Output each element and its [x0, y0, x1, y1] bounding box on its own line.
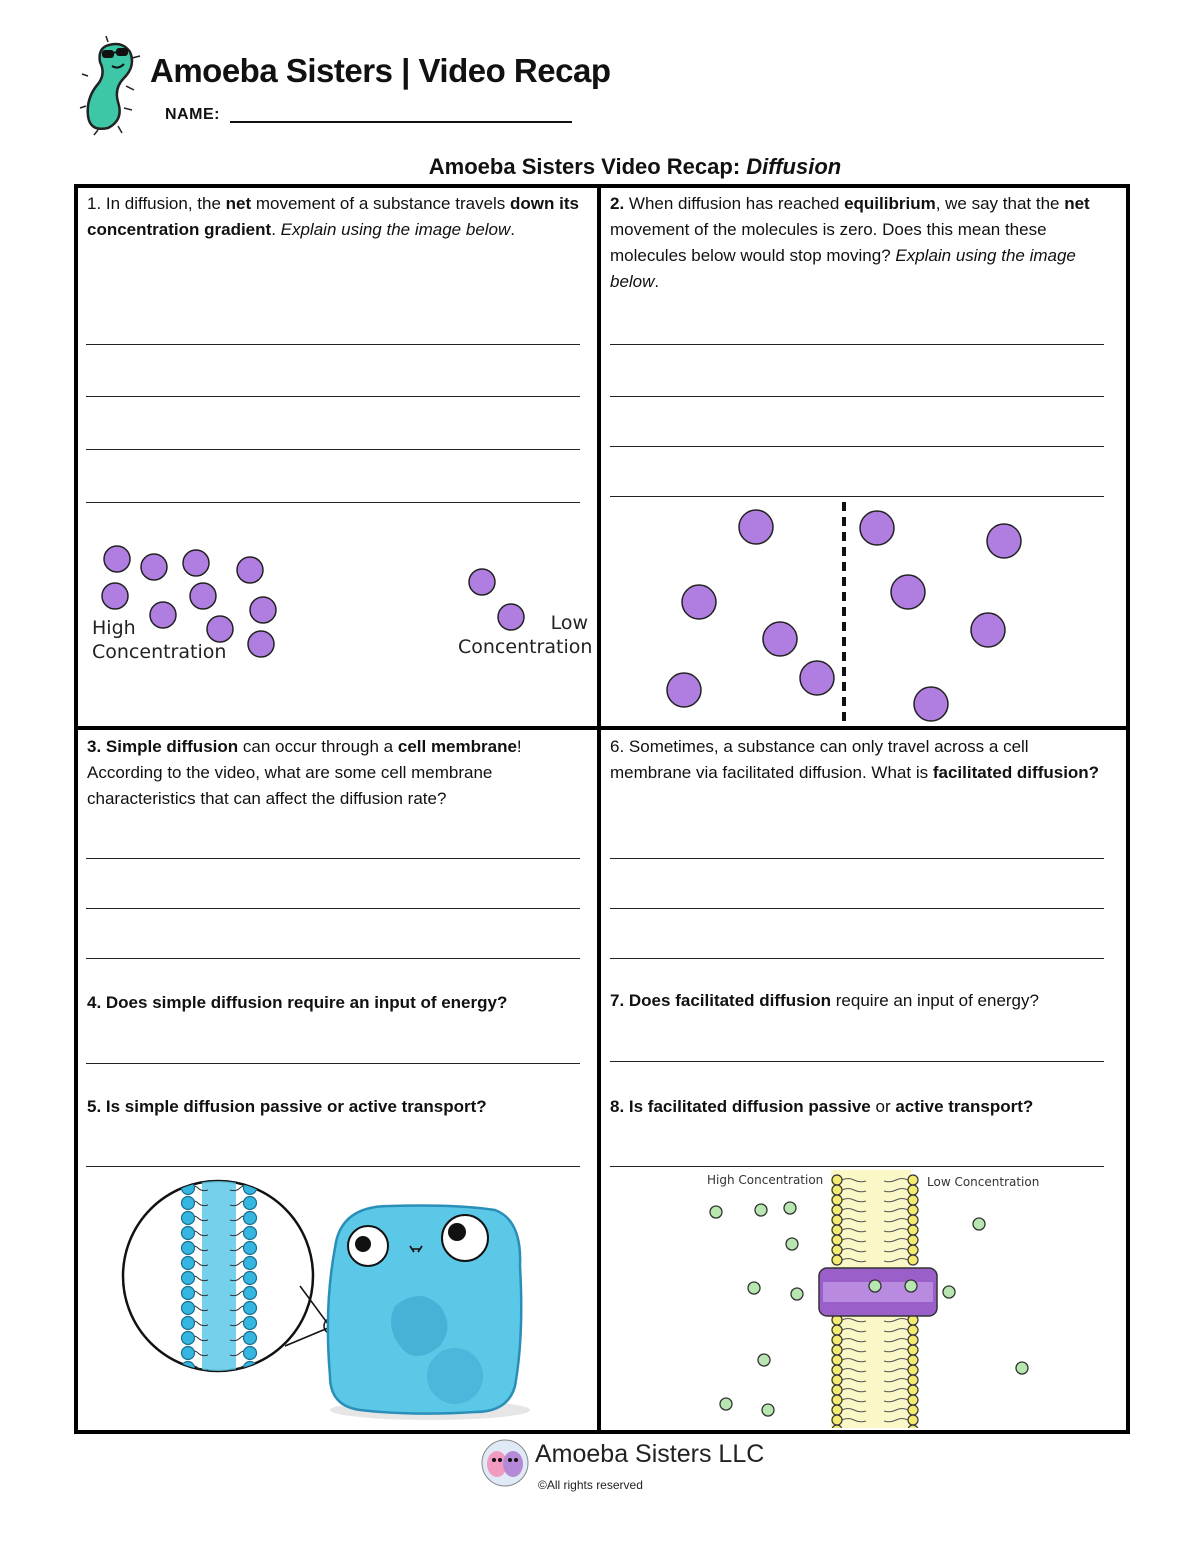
phospholipid-head: [832, 1335, 842, 1345]
phospholipid-head: [908, 1335, 918, 1345]
answer-line[interactable]: [610, 958, 1104, 959]
label-high-concentration: High Concentration: [92, 617, 227, 663]
phospholipid-head: [832, 1255, 842, 1265]
phospholipid-head: [908, 1355, 918, 1365]
answer-line[interactable]: [86, 344, 580, 345]
molecule: [791, 1288, 803, 1300]
phospholipid-head: [908, 1245, 918, 1255]
phospholipid-head: [182, 1272, 195, 1285]
phospholipid-head: [832, 1245, 842, 1255]
phospholipid-head: [908, 1375, 918, 1385]
molecule: [102, 583, 128, 609]
molecule: [987, 524, 1021, 558]
molecule: [905, 1280, 917, 1292]
molecule: [869, 1280, 881, 1292]
molecule: [104, 546, 130, 572]
phospholipid-head: [182, 1257, 195, 1270]
name-label: NAME:: [165, 106, 220, 123]
phospholipid-head: [908, 1345, 918, 1355]
phospholipid-head: [908, 1225, 918, 1235]
amoeba-eye: [442, 1215, 488, 1261]
phospholipid-head: [832, 1345, 842, 1355]
label-low-concentration: Low Concentration: [458, 612, 593, 658]
phospholipid-head: [244, 1212, 257, 1225]
phospholipid-head: [244, 1257, 257, 1270]
answer-line[interactable]: [610, 446, 1104, 447]
answer-line[interactable]: [86, 908, 580, 909]
answer-line[interactable]: [86, 858, 580, 859]
molecule: [758, 1354, 770, 1366]
phospholipid-head: [908, 1395, 918, 1405]
phospholipid-head: [908, 1185, 918, 1195]
question-6: 6. Sometimes, a substance can only travel across a cell membrane via facilitated diffusion. What is facilitated diffusion?: [610, 737, 1100, 782]
molecule: [971, 613, 1005, 647]
molecule: [973, 1218, 985, 1230]
phospholipid-head: [182, 1317, 195, 1330]
label-high-concentration: High Concentration: [707, 1173, 824, 1187]
question-4: 4. Does simple diffusion require an input of energy?: [87, 993, 508, 1012]
phospholipid-head: [908, 1415, 918, 1425]
document-title: Amoeba Sisters Video Recap: Diffusion: [428, 154, 842, 179]
phospholipid-head: [832, 1385, 842, 1395]
question-8: 8. Is facilitated diffusion passive or active transport?: [610, 1097, 1034, 1116]
phospholipid-head: [908, 1405, 918, 1415]
phospholipid-head: [832, 1395, 842, 1405]
phospholipid-head: [244, 1302, 257, 1315]
answer-line[interactable]: [610, 908, 1104, 909]
answer-line[interactable]: [86, 958, 580, 959]
phospholipid-head: [182, 1242, 195, 1255]
question-5: 5. Is simple diffusion passive or active transport?: [87, 1097, 487, 1116]
molecule: [762, 1404, 774, 1416]
molecule: [891, 575, 925, 609]
molecule: [739, 510, 773, 544]
phospholipid-head: [832, 1225, 842, 1235]
phospholipid-head: [244, 1272, 257, 1285]
phospholipid-head: [182, 1347, 195, 1360]
answer-line[interactable]: [86, 449, 580, 450]
phospholipid-head: [244, 1197, 257, 1210]
phospholipid-head: [908, 1175, 918, 1185]
phospholipid-head: [832, 1185, 842, 1195]
phospholipid-head: [832, 1365, 842, 1375]
grid-divider-horizontal: [74, 726, 1130, 730]
phospholipid-head: [908, 1325, 918, 1335]
phospholipid-head: [832, 1205, 842, 1215]
molecule: [710, 1206, 722, 1218]
amoeba-mascot-icon: [78, 36, 148, 136]
molecule: [784, 1202, 796, 1214]
answer-line[interactable]: [610, 858, 1104, 859]
phospholipid-head: [182, 1227, 195, 1240]
molecule: [248, 631, 274, 657]
facilitated-diffusion-illustration: [601, 1170, 1121, 1428]
molecule: [237, 557, 263, 583]
label-low-concentration: Low Concentration: [927, 1175, 1040, 1189]
molecule: [755, 1204, 767, 1216]
answer-line[interactable]: [610, 1166, 1104, 1167]
molecule: [914, 687, 948, 721]
equilibrium-illustration: [601, 498, 1121, 726]
molecule: [183, 550, 209, 576]
answer-line[interactable]: [86, 502, 580, 503]
molecule: [748, 1282, 760, 1294]
molecule: [943, 1286, 955, 1298]
name-input-line[interactable]: [230, 121, 572, 123]
phospholipid-head: [182, 1197, 195, 1210]
phospholipid-head: [908, 1205, 918, 1215]
question-1: 1. In diffusion, the net movement of a substance travels down its concentration gradient. Explain using the image below.: [87, 194, 579, 239]
phospholipid-head: [182, 1332, 195, 1345]
answer-line[interactable]: [610, 396, 1104, 397]
molecule: [720, 1398, 732, 1410]
phospholipid-head: [832, 1415, 842, 1425]
answer-line[interactable]: [86, 396, 580, 397]
answer-line[interactable]: [86, 1166, 580, 1167]
company-logo-icon: [480, 1438, 530, 1488]
molecule: [469, 569, 495, 595]
phospholipid-head: [182, 1302, 195, 1315]
question-3: 3. Simple diffusion can occur through a cell membrane! According to the video, what are some cell membrane characteristics that can affect the diffusion rate?: [87, 737, 522, 808]
phospholipid-head: [832, 1175, 842, 1185]
molecule: [800, 661, 834, 695]
phospholipid-head: [244, 1317, 257, 1330]
phospholipid-head: [832, 1195, 842, 1205]
molecule: [786, 1238, 798, 1250]
phospholipid-head: [908, 1195, 918, 1205]
answer-line[interactable]: [610, 344, 1104, 345]
molecule: [1016, 1362, 1028, 1374]
phospholipid-head: [908, 1385, 918, 1395]
cell-membrane-illustration: [110, 1176, 590, 1426]
answer-line[interactable]: [86, 1063, 580, 1064]
copyright-notice: ©All rights reserved: [538, 1478, 643, 1492]
molecule: [667, 673, 701, 707]
company-name: Amoeba Sisters LLC: [535, 1440, 765, 1468]
answer-line[interactable]: [610, 1061, 1104, 1062]
answer-line[interactable]: [610, 496, 1104, 497]
molecule: [190, 583, 216, 609]
phospholipid-head: [908, 1255, 918, 1265]
molecule: [141, 554, 167, 580]
molecule: [682, 585, 716, 619]
brand-title: Amoeba Sisters | Video Recap: [150, 52, 611, 89]
phospholipid-head: [244, 1287, 257, 1300]
phospholipid-head: [908, 1235, 918, 1245]
document-topic: Diffusion: [746, 154, 842, 179]
molecule: [763, 622, 797, 656]
molecule: [860, 511, 894, 545]
phospholipid-head: [182, 1212, 195, 1225]
molecule: [250, 597, 276, 623]
phospholipid-head: [832, 1235, 842, 1245]
question-7: 7. Does facilitated diffusion require an input of energy?: [610, 991, 1039, 1010]
phospholipid-head: [244, 1242, 257, 1255]
phospholipid-head: [832, 1325, 842, 1335]
phospholipid-head: [908, 1215, 918, 1225]
phospholipid-head: [244, 1347, 257, 1360]
phospholipid-head: [832, 1375, 842, 1385]
phospholipid-head: [832, 1405, 842, 1415]
question-2: 2. When diffusion has reached equilibrium, we say that the net movement of the molecules is zero. Does this mean these molecules below would stop moving? Explain using the image below.: [610, 194, 1090, 291]
phospholipid-head: [908, 1365, 918, 1375]
phospholipid-head: [244, 1332, 257, 1345]
phospholipid-head: [182, 1287, 195, 1300]
phospholipid-head: [832, 1215, 842, 1225]
phospholipid-head: [244, 1227, 257, 1240]
phospholipid-head: [832, 1355, 842, 1365]
